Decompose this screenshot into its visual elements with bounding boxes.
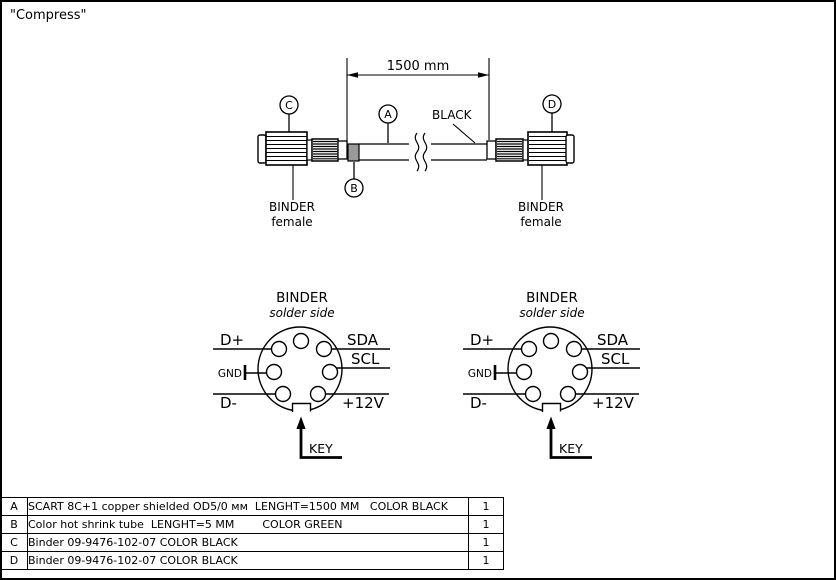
- cable-color-leader: [453, 124, 475, 143]
- pin-12v: [311, 387, 326, 402]
- bom-qty-cell: 1: [469, 534, 504, 552]
- pin-dminus: [276, 387, 291, 402]
- dimension-label: 1500 mm: [386, 59, 450, 74]
- left-connector-ribs: [266, 137, 307, 161]
- dimension-arrow-left: [347, 72, 358, 77]
- bom-ref-cell: A: [1, 498, 28, 516]
- pinout-title: BINDER: [526, 290, 578, 306]
- pinout-left: [213, 290, 390, 458]
- left-connector: [258, 132, 347, 165]
- bom-row: [1, 516, 504, 534]
- right-connector-ribs: [529, 137, 566, 161]
- bom-row: [1, 534, 504, 552]
- bom-ref-cell: D: [1, 552, 28, 570]
- pin-label-12v: +12V: [342, 394, 384, 412]
- balloon-a-label: A: [384, 108, 392, 121]
- pin-scl: [573, 365, 588, 380]
- pin-scl: [323, 365, 338, 380]
- left-connector-collar: [338, 141, 347, 159]
- pin-label-sda: SDA: [597, 331, 629, 349]
- bom-ref-cell: B: [1, 516, 28, 534]
- pin-gnd: [517, 365, 532, 380]
- cable-color-label: BLACK: [432, 108, 472, 122]
- pin-label-dplus: D+: [470, 331, 495, 349]
- pin-label-gnd: GND: [217, 368, 242, 380]
- pinout-subtitle: solder side: [519, 306, 585, 320]
- pin-dplus: [272, 342, 287, 357]
- pin-label-12v: +12V: [592, 394, 634, 412]
- bom-ref-cell: C: [1, 534, 28, 552]
- pin-12v: [561, 387, 576, 402]
- pin-label-scl: SCL: [351, 350, 380, 368]
- right-connector-endcap: [566, 135, 574, 163]
- balloon-b-label: B: [350, 182, 358, 195]
- drawing-title: "Compress": [10, 8, 87, 23]
- key-label: KEY: [559, 441, 583, 456]
- dimension-arrow-right: [478, 72, 489, 77]
- pin-label-dminus: D-: [470, 394, 487, 412]
- key-label: KEY: [309, 441, 333, 456]
- key-notch-mask: [543, 404, 561, 414]
- pinout-subtitle: solder side: [269, 306, 335, 320]
- pin-sda: [567, 342, 582, 357]
- cable-break-symbol: [423, 133, 426, 171]
- right-connector-label-line1: BINDER: [518, 200, 564, 214]
- pin-label-gnd: GND: [467, 368, 492, 380]
- cable-line: [359, 133, 487, 171]
- right-connector: [487, 132, 574, 165]
- left-connector-label-line1: BINDER: [269, 200, 315, 214]
- key-notch-mask: [293, 404, 311, 414]
- pin-dplus: [522, 342, 537, 357]
- pin-top-center: [544, 334, 559, 349]
- pin-top-center: [294, 334, 309, 349]
- pin-label-sda: SDA: [347, 331, 379, 349]
- pin-label-dminus: D-: [220, 394, 237, 412]
- pinout-title: BINDER: [276, 290, 328, 306]
- pin-sda: [317, 342, 332, 357]
- bom-row: [1, 498, 504, 516]
- left-connector-label-line2: female: [271, 215, 313, 229]
- pin-gnd: [267, 365, 282, 380]
- bom-qty-cell: 1: [469, 552, 504, 570]
- left-connector-endcap: [258, 135, 266, 163]
- pin-dminus: [526, 387, 541, 402]
- bom-row: [1, 552, 504, 570]
- bom-desc-cell: SCART 8C+1 copper shielded OD5/0 мм LENGHT=1500 MM COLOR BLACK: [28, 498, 469, 516]
- pinout-right: [463, 290, 640, 458]
- bom-qty-cell: 1: [469, 516, 504, 534]
- balloon-d-label: D: [547, 98, 557, 111]
- right-connector-collar: [487, 141, 496, 159]
- cable-break-symbol: [415, 133, 418, 171]
- right-connector-knurl: [496, 139, 523, 161]
- bom-desc-cell: Binder 09-9476-102-07 COLOR BLACK: [28, 534, 469, 552]
- bom-table: [0, 497, 504, 570]
- shrink-tube-marker: [348, 144, 359, 161]
- balloon-c-label: C: [285, 99, 293, 112]
- bom-desc-cell: Color hot shrink tube LENGHT=5 MM COLOR GREEN: [28, 516, 469, 534]
- left-connector-knurl: [312, 139, 338, 161]
- bom-desc-cell: Binder 09-9476-102-07 COLOR BLACK: [28, 552, 469, 570]
- pin-label-dplus: D+: [220, 331, 245, 349]
- pin-label-scl: SCL: [601, 350, 630, 368]
- right-connector-label-line2: female: [520, 215, 562, 229]
- bom-qty-cell: 1: [469, 498, 504, 516]
